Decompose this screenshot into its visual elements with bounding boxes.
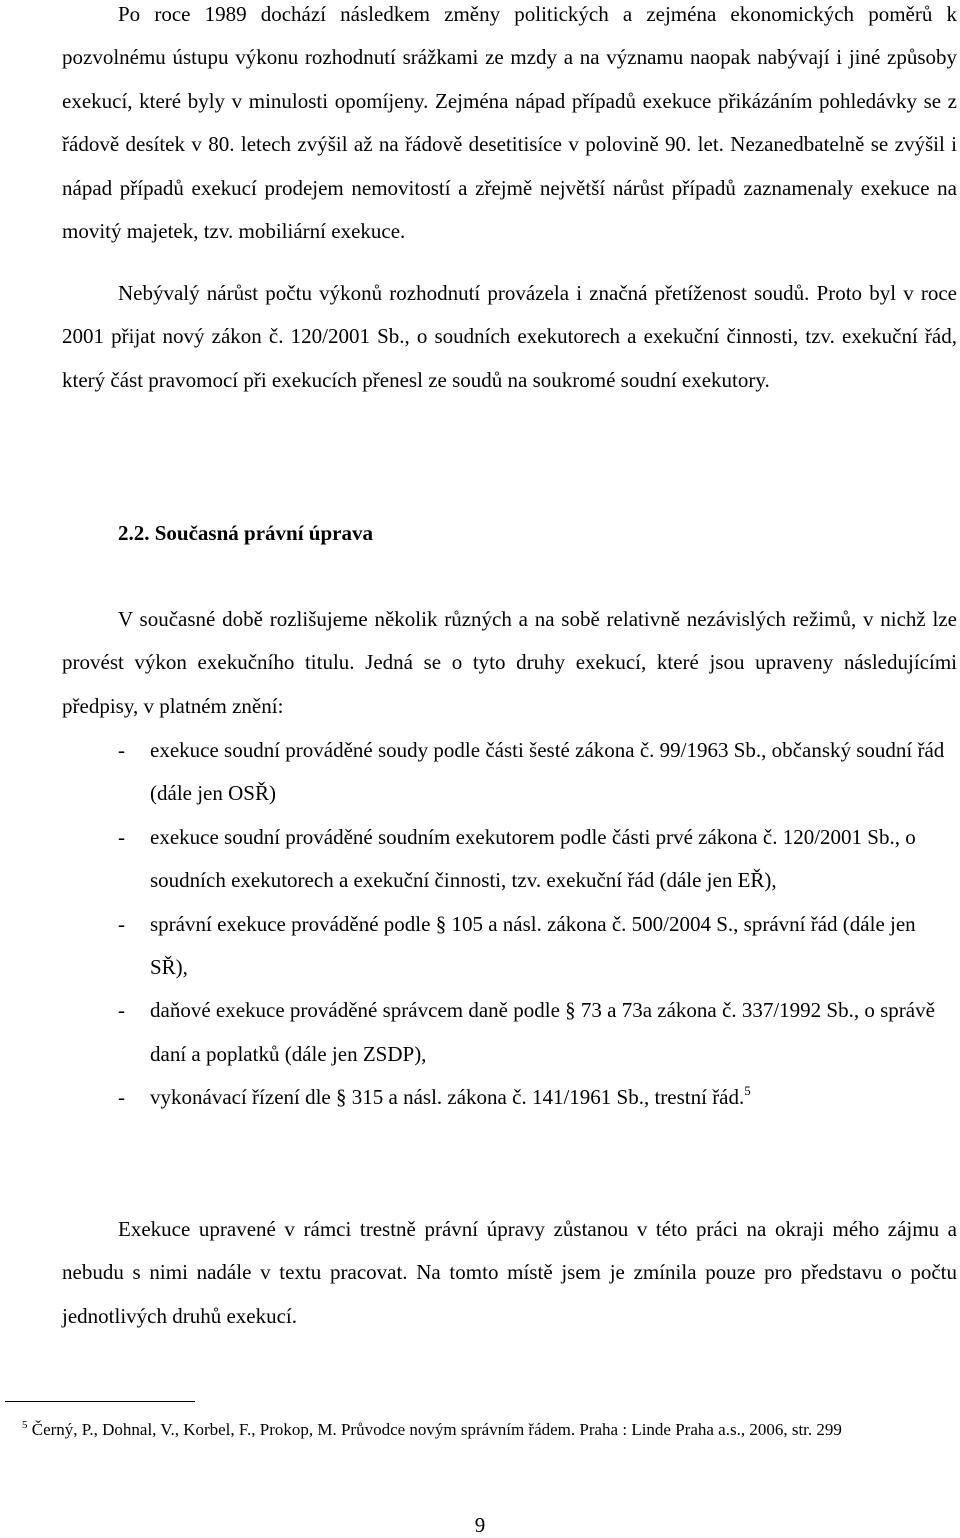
list-dash: -	[118, 911, 125, 936]
list-item-text: daňové exekuce prováděné správcem daně podle § 73 a 73a zákona č. 337/1992 Sb., o správě daní a poplatků (dále jen ZSDP),	[150, 998, 935, 1066]
footnote-text: Černý, P., Dohnal, V., Korbel, F., Prokop, M. Průvodce novým správním řádem. Praha : Linde Praha a.s., 2006, str. 299	[31, 1420, 842, 1439]
footnote	[5, 1417, 915, 1442]
list-item	[62, 729, 957, 816]
list-dash: -	[118, 824, 125, 849]
list-item-text: vykonávací řízení dle § 315 a násl. zákona č. 141/1961 Sb., trestní řád.	[150, 1085, 745, 1110]
list-item	[62, 903, 957, 990]
footnote-separator	[5, 1401, 195, 1402]
list-item-text: exekuce soudní prováděné soudy podle části šesté zákona č. 99/1963 Sb., občanský soudní řád (dále jen OSŘ)	[150, 738, 945, 806]
list-item	[62, 816, 957, 903]
paragraph-1: Po roce 1989 dochází následkem změny politických a zejména ekonomických poměrů k pozvolnému ústupu výkonu rozhodnutí srážkami ze mzdy a na významu naopak nabývají i jiné způsoby exekucí, které byly v minulosti opomíjeny. Zejména nápad případů exekuce přikázáním pohledávky se z řádově desítek v 80. letech zvýšil až na řádově desetitisíce v polovině 90. let. Nezanedbatelně se zvýšil i nápad případů exekucí prodejem nemovitostí a zřejmě největší nárůst případů zaznamenaly exekuce na movitý majetek, tzv. mobiliární exekuce.	[62, 2, 957, 244]
list-item	[62, 989, 957, 1076]
enforcement-types-list	[62, 729, 957, 1120]
paragraph-2: Nebývalý nárůst počtu výkonů rozhodnutí provázela i značná přetíženost soudů. Proto byl v roce 2001 přijat nový zákon č. 120/2001 Sb., o soudních exekutorech a exekuční činnosti, tzv. exekuční řád, který část pravomocí při exekucích přenesl ze soudů na soukromé soudní exekutory.	[62, 281, 957, 392]
paragraph-4: Exekuce upravené v rámci trestně právní úpravy zůstanou v této práci na okraji mého zájmu a nebudu s nimi nadále v textu pracovat. Na tomto místě jsem je zmínila pouze pro představu o počtu jednotlivých druhů exekucí.	[62, 1217, 957, 1328]
list-dash: -	[118, 738, 125, 762]
list-item-text: exekuce soudní prováděné soudním exekutorem podle části prvé zákona č. 120/2001 Sb., o soudních exekutorech a exekuční činnosti, tzv. exekuční řád (dále jen EŘ),	[150, 824, 916, 893]
list-dash: -	[118, 998, 125, 1023]
section-heading: 2.2. Současná právní úprava	[118, 521, 373, 545]
list-dash: -	[118, 1085, 125, 1110]
page-number: 9	[474, 1513, 486, 1537]
paragraph-3: V současné době rozlišujeme několik různých a na sobě relativně nezávislých režimů, v nichž lze provést výkon exekučního titulu. Jedná se o tyto druhy exekucí, které jsou upraveny následujícími předpisy, v platném znění:	[62, 607, 957, 718]
footnote-number: 5	[22, 1419, 28, 1431]
footnote-reference[interactable]: 5	[744, 1083, 751, 1099]
list-item	[62, 1076, 957, 1119]
list-item-text: správní exekuce prováděné podle § 105 a násl. zákona č. 500/2004 S., správní řád (dále jen SŘ),	[150, 911, 916, 980]
